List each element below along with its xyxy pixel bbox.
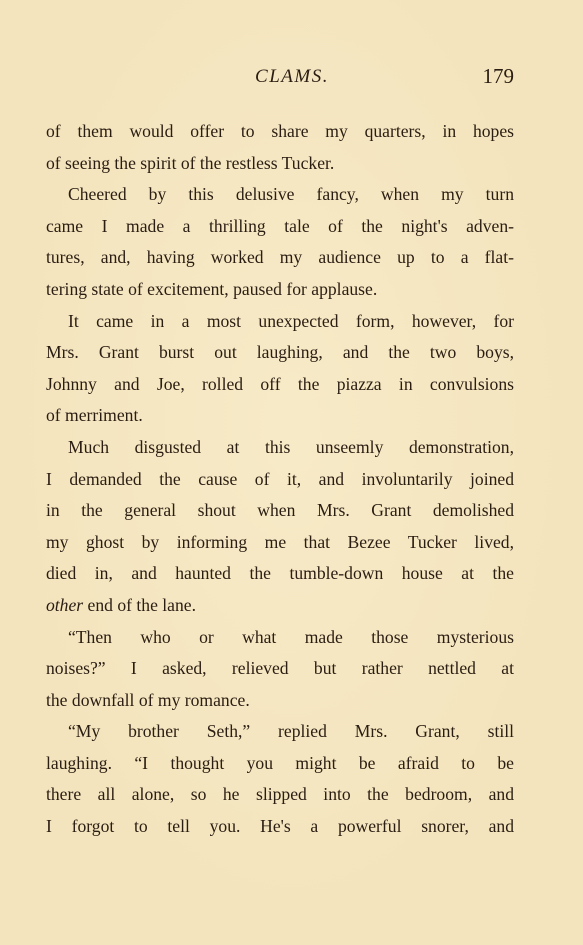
page-number: 179	[482, 64, 514, 88]
text-line: Johnny and Joe, rolled off the piazza in convulsions	[46, 373, 514, 394]
text-line: “My brother Seth,” replied Mrs. Grant, still	[68, 721, 514, 742]
text-line: died in, and haunted the tumble-down house at the	[46, 563, 514, 584]
text-line: of seeing the spirit of the restless Tucker.	[46, 152, 335, 173]
text-line: my ghost by informing me that Bezee Tucker lived,	[46, 531, 514, 552]
italic-word: other	[46, 594, 84, 615]
text-line: laughing. “I thought you might be afraid to be	[46, 752, 514, 773]
text-line-with-italic	[46, 590, 514, 622]
text-line: Cheered by this delusive fancy, when my turn	[68, 184, 514, 205]
line-post: end of the lane.	[83, 594, 196, 615]
text-line: Mrs. Grant burst out laughing, and the two boys,	[46, 342, 514, 363]
text-line: I demanded the cause of it, and involuntarily joined	[46, 468, 514, 489]
text-line: It came in a most unexpected form, however, for	[68, 310, 514, 331]
text-line: of merriment.	[46, 405, 143, 426]
text-line: noises?” I asked, relieved but rather nettled at	[46, 658, 514, 679]
running-head-title: CLAMS.	[255, 66, 329, 87]
text-line: tering state of excitement, paused for applause.	[46, 278, 378, 299]
text-line: “Then who or what made those mysterious	[68, 626, 514, 647]
text-line: came I made a thrilling tale of the night's adven-	[46, 215, 514, 236]
text-line: of them would offer to share my quarters, in hopes	[46, 121, 514, 141]
text-line: the downfall of my romance.	[46, 689, 250, 710]
text-line: Much disgusted at this unseemly demonstration,	[68, 436, 514, 457]
text-line: I forgot to tell you. He's a powerful snorer, and	[46, 816, 514, 837]
running-head	[46, 66, 516, 96]
body-text	[46, 116, 514, 843]
text-line: there all alone, so he slipped into the bedroom, and	[46, 784, 514, 805]
text-line: in the general shout when Mrs. Grant demolished	[46, 500, 514, 521]
text-line: tures, and, having worked my audience up to a flat-	[46, 247, 514, 268]
